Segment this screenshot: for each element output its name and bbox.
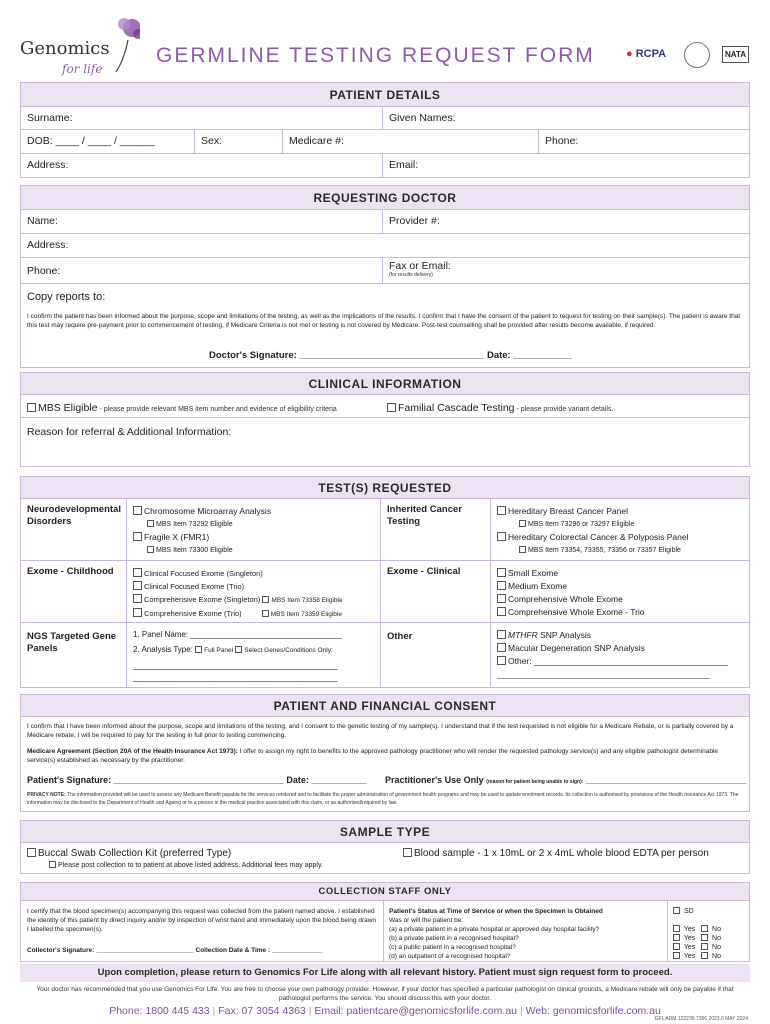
cwe-trio-option[interactable] — [497, 606, 745, 619]
mthfr-option[interactable] — [497, 629, 745, 642]
colorectal-cancer-label: Hereditary Colorectal Cancer & Polyposis Panel — [508, 532, 689, 542]
breast-cancer-checkbox[interactable] — [497, 506, 506, 515]
sd-label: SD — [683, 908, 694, 915]
sample-type-section — [20, 820, 750, 874]
colorectal-cancer-checkbox[interactable] — [497, 532, 506, 541]
other-label: Other — [381, 623, 491, 687]
chromosome-microarray-label: Chromosome Microarray Analysis — [144, 506, 272, 516]
return-note-bar: Upon completion, please return to Genomics For Life along with all relevant history. Patient must sign request form to proceed. — [20, 964, 750, 982]
medicare-agreement — [27, 747, 745, 765]
practitioner-use-label: Practitioner's Use Only — [385, 775, 484, 785]
patient-status-question: Was or will the patient be: — [389, 917, 464, 924]
chromosome-microarray-option[interactable] — [133, 505, 374, 518]
medium-exome-option[interactable] — [497, 580, 745, 593]
practitioner-use-field[interactable] — [385, 775, 746, 785]
rcpa-logo: ● RCPA — [626, 48, 667, 60]
no-d-checkbox[interactable] — [701, 952, 708, 959]
ce-singleton-option[interactable] — [133, 593, 374, 607]
doctor-name-field[interactable]: Name: — [21, 210, 383, 233]
no-b-label: No — [712, 935, 721, 942]
yes-c-label: Yes — [683, 944, 696, 951]
exome-clinical-label: Exome - Clinical — [381, 561, 491, 622]
ce-trio-option[interactable] — [133, 607, 374, 621]
mbs-73296-option[interactable] — [497, 518, 745, 531]
other-test-option[interactable] — [497, 655, 745, 668]
buccal-swab-option[interactable] — [27, 848, 231, 859]
cfe-trio-checkbox[interactable] — [133, 581, 142, 590]
ce-trio-checkbox[interactable] — [133, 608, 142, 617]
fragile-x-label: Fragile X (FMR1) — [144, 532, 210, 542]
yes-a-label: Yes — [683, 926, 696, 933]
contact-bar: Phone: 1800 445 433 | Fax: 07 3054 4363 | Email: patientcare@genomicsforlife.com.au | Web: genomicsforlife.com.au — [109, 1005, 661, 1017]
surname-field[interactable]: Surname: — [21, 107, 383, 129]
mbs-73359-option[interactable] — [262, 611, 342, 618]
yes-b-label: Yes — [683, 935, 696, 942]
select-genes-option[interactable] — [235, 647, 333, 654]
cwe-checkbox[interactable] — [497, 594, 506, 603]
mthfr-rest-label: SNP Analysis — [537, 630, 591, 640]
fax-email-field[interactable] — [383, 258, 751, 283]
doctor-signature-line[interactable]: Doctor's Signature: ___________________________________ Date: ___________ — [209, 350, 572, 361]
cwe-trio-label: Comprehensive Whole Exome - Trio — [508, 607, 645, 617]
colorectal-cancer-option[interactable] — [497, 531, 745, 544]
analysis-type-label: 2. Analysis Type: — [133, 645, 193, 654]
mthfr-checkbox[interactable] — [497, 630, 506, 639]
select-genes-checkbox[interactable] — [235, 646, 242, 653]
no-a-checkbox[interactable] — [701, 925, 708, 932]
yes-c-checkbox[interactable] — [673, 943, 680, 950]
ce-singleton-checkbox[interactable] — [133, 594, 142, 603]
medicare-field[interactable]: Medicare #: — [283, 130, 539, 153]
mbs-73300-label: MBS Item 73300 Eligible — [156, 547, 233, 554]
patient-details-heading: PATIENT DETAILS — [21, 83, 749, 107]
cwe-label: Comprehensive Whole Exome — [508, 594, 623, 604]
mbs-73359-checkbox[interactable] — [262, 610, 269, 617]
accreditation-logos — [626, 40, 752, 72]
cfe-singleton-label: Clinical Focused Exome (Singleton) — [144, 569, 263, 578]
privacy-note — [27, 792, 745, 807]
other-test-checkbox[interactable] — [497, 656, 506, 665]
ce-singleton-label: Comprehensive Exome (Singleton) — [144, 595, 261, 604]
doctor-phone-field[interactable]: Phone: — [21, 258, 383, 283]
mbs-eligible-label: MBS Eligible — [38, 402, 98, 414]
clinical-information-section — [20, 372, 750, 467]
privacy-note-text: The information provided will be used to assess any Medicare Benefit payable for the services rendered and to facilitate the proper administration of government health programs and may be used to update enrolment records. Its collection is authorised by provisions of the Health Insurance Act 1973. The information may be disclosed to the Department of Health and Ageing or to a person in the medical practice associated with this claim, or as authorised/required by law. — [27, 792, 739, 806]
fax-email-note: (for results delivery) — [389, 272, 433, 278]
cfe-trio-option[interactable] — [133, 580, 374, 593]
logo-word: Genomics — [20, 38, 110, 59]
blood-sample-option[interactable] — [403, 848, 709, 859]
mbs-73292-option[interactable] — [133, 518, 374, 531]
mbs-73292-label: MBS Item 73292 Eligible — [156, 521, 233, 528]
doctor-consent-text: I confirm the patient has been informed about the purpose, scope and limitations of the testing, as well as the implications of the results. I confirm that I have the consent of the patient to request for testing on their sample(s). The patient is aware that this test may require pre-payment prior to commencement of testing, if Medicare Criteria is not met or testing is not covered by Medicare. Post-test counselling shall be provided after results become available, if required. — [27, 313, 741, 329]
blood-sample-label: Blood sample - 1 x 10mL or 2 x 4mL whole blood EDTA per person — [414, 848, 709, 859]
copy-reports-field[interactable]: Copy reports to: — [27, 291, 106, 303]
no-d-option[interactable] — [701, 953, 721, 960]
practitioner-note: (reason for patient being unable to sign): — [486, 779, 584, 785]
no-b-checkbox[interactable] — [701, 934, 708, 941]
yes-d-option[interactable] — [673, 953, 695, 960]
ce-trio-label: Comprehensive Exome (Trio) — [144, 609, 242, 618]
yes-a-option[interactable] — [673, 926, 695, 933]
yes-b-option[interactable] — [673, 935, 695, 942]
medicare-agreement-text: I offer to assign my right to benefits to the approved pathology practitioner who will render the requested pathology service(s) and any eligible pathologist determinable service(s) established as necessary by the practitioner. — [27, 748, 719, 764]
mthfr-label: MTHFR — [508, 630, 538, 640]
practitioner-line[interactable]: ________________________________ — [585, 775, 747, 785]
panel-name-field[interactable]: 1. Panel Name: __________________________________ — [133, 630, 342, 639]
familial-cascade-note: - please provide variant details. — [514, 406, 614, 413]
cfe-trio-label: Clinical Focused Exome (Trio) — [144, 582, 245, 591]
collection-staff-section — [20, 882, 750, 962]
dob-field[interactable]: DOB: ____ / ____ / ______ — [21, 130, 195, 153]
patient-signature-line[interactable]: Patient's Signature: __________________________________ Date: ___________ — [27, 775, 367, 785]
familial-cascade-option[interactable] — [387, 402, 613, 414]
mbs-73358-option[interactable] — [262, 597, 342, 604]
fragile-x-checkbox[interactable] — [133, 532, 142, 541]
full-panel-option[interactable] — [195, 647, 233, 654]
status-option-a: (a) a private patient in a private hospital or approved day hospital facility? — [389, 926, 600, 933]
form-title: GERMLINE TESTING REQUEST FORM — [156, 44, 595, 67]
cwe-trio-checkbox[interactable] — [497, 607, 506, 616]
collection-certify-text: I certify that the blood specimen(s) accompanying this request was collected from the patient named above. I established the identity of this patient by direct inquiry and/or by inspection of wrist band and immediately upon the blood being drawn I labelled the specimen(s). — [27, 908, 377, 933]
requesting-doctor-section — [20, 185, 750, 368]
no-c-checkbox[interactable] — [701, 943, 708, 950]
breast-cancer-option[interactable] — [497, 505, 745, 518]
mbs-73296-checkbox[interactable] — [519, 520, 526, 527]
provider-number-field[interactable]: Provider #: — [389, 215, 440, 227]
fragile-x-option[interactable] — [133, 531, 374, 544]
macular-option[interactable] — [497, 642, 745, 655]
patient-phone-field[interactable]: Phone: — [545, 135, 579, 147]
other-test-line[interactable]: ___________________________________________________ — [497, 670, 710, 679]
analysis-type-row — [133, 642, 374, 658]
sample-type-heading: SAMPLE TYPE — [21, 821, 749, 843]
other-test-field[interactable]: Other: _________________________________________ — [508, 656, 728, 666]
consent-section — [20, 694, 750, 812]
familial-cascade-label: Familial Cascade Testing — [398, 402, 515, 414]
mbs-73354-label: MBS Item 73354, 73355, 73356 or 73357 Eligible — [528, 547, 681, 554]
logo — [20, 12, 140, 80]
inherited-cancer-label: Inherited Cancer Testing — [381, 499, 491, 560]
medium-exome-checkbox[interactable] — [497, 581, 506, 590]
small-exome-checkbox[interactable] — [497, 568, 506, 577]
patient-email-field[interactable]: Email: — [389, 159, 419, 171]
mbs-73292-checkbox[interactable] — [147, 520, 154, 527]
breast-cancer-label: Hereditary Breast Cancer Panel — [508, 506, 629, 516]
cfe-singleton-checkbox[interactable] — [133, 568, 142, 577]
ngs-panels-label: NGS Targeted Gene Panels — [21, 623, 127, 687]
collection-staff-heading: COLLECTION STAFF ONLY — [21, 883, 749, 901]
select-genes-label: Select Genes/Conditions Only: — [244, 647, 333, 654]
cfe-singleton-option[interactable] — [133, 567, 374, 580]
consent-heading: PATIENT AND FINANCIAL CONSENT — [21, 695, 749, 717]
cwe-option[interactable] — [497, 593, 745, 606]
mbs-73300-option[interactable] — [133, 544, 374, 557]
medicare-agreement-title: Medicare Agreement (Section 20A of the Health Insurance Act 1973): — [27, 748, 238, 755]
sd-option[interactable] — [673, 907, 749, 916]
buccal-swab-checkbox[interactable] — [27, 848, 36, 857]
privacy-note-title: PRIVACY NOTE: — [27, 792, 66, 798]
web-link[interactable]: Web: genomicsforlife.com.au — [525, 1005, 661, 1017]
buccal-swab-label: Buccal Swab Collection Kit (preferred Type) — [38, 848, 232, 859]
mbs-73359-label: MBS Item 73359 Eligible — [270, 611, 342, 618]
status-option-c: (c) a public patient in a recognised hospital? — [389, 944, 516, 951]
full-panel-label: Full Panel — [204, 647, 234, 654]
yes-b-checkbox[interactable] — [673, 934, 680, 941]
mbs-eligible-checkbox[interactable] — [27, 403, 36, 412]
mbs-73296-label: MBS Item 73296 or 73297 Eligible — [528, 521, 635, 528]
consent-text: I confirm that I have been informed about the purpose, scope and limitations of the testing, and I consent to the genetic testing of my sample(s). I understand that if the test requested is not eligible for a Medicare Rebate, or is partially covered by a Medicare rebate, I will be required to pay for the testing in full prior to testing commencing. — [27, 723, 734, 739]
yes-a-checkbox[interactable] — [673, 925, 680, 932]
yes-d-label: Yes — [683, 953, 696, 960]
no-b-option[interactable] — [701, 935, 721, 942]
mbs-73354-checkbox[interactable] — [519, 546, 526, 553]
sd-checkbox[interactable] — [673, 907, 680, 914]
blood-sample-checkbox[interactable] — [403, 848, 412, 857]
no-c-option[interactable] — [701, 944, 721, 951]
yes-c-option[interactable] — [673, 944, 695, 951]
reason-for-referral-field[interactable]: Reason for referral & Additional Information: — [27, 426, 232, 438]
collector-signature-line[interactable]: Collector's Signature: ___________________________ Collection Date & Time : ______________ — [27, 947, 323, 954]
mbs-73358-checkbox[interactable] — [262, 596, 269, 603]
mbs-eligible-option[interactable] — [27, 402, 337, 414]
full-panel-checkbox[interactable] — [195, 646, 202, 653]
no-a-label: No — [712, 926, 721, 933]
post-collection-checkbox[interactable] — [49, 861, 56, 868]
macular-checkbox[interactable] — [497, 643, 506, 652]
given-names-field[interactable]: Given Names: — [389, 112, 456, 124]
requesting-doctor-heading: REQUESTING DOCTOR — [21, 186, 749, 210]
familial-cascade-checkbox[interactable] — [387, 403, 396, 412]
small-exome-label: Small Exome — [508, 568, 559, 578]
fax-contact[interactable]: Fax: 07 3054 4363 — [218, 1005, 306, 1017]
nata-logo: NATA — [722, 46, 749, 63]
seal-icon — [684, 42, 710, 68]
pathology-disclaimer: Your doctor has recommended that you use Genomics For Life. You are free to choose your own pathology provider. However, if your doctor has specified a particular pathologist on clinical grounds, a Medicare rebate will only be payable if that pathologist performs the service. You should discuss this with your doctor. — [36, 986, 734, 1002]
doctor-address-field[interactable]: Address: — [27, 239, 69, 251]
genes-line-2[interactable]: ______________________________________________ — [133, 673, 338, 682]
macular-label: Macular Degeneration SNP Analysis — [508, 643, 645, 653]
exome-childhood-label: Exome - Childhood — [21, 561, 127, 622]
medium-exome-label: Medium Exome — [508, 581, 568, 591]
no-a-option[interactable] — [701, 926, 721, 933]
fax-email-label: Fax or Email: — [389, 260, 451, 272]
mbs-eligible-note: - please provide relevant MBS item number and evidence of eligibility criteria — [97, 406, 337, 413]
logo-script: for life — [62, 62, 103, 76]
clinical-information-heading: CLINICAL INFORMATION — [21, 373, 749, 395]
patient-status-title: Patient's Status at Time of Service or when the Specimen is Obtained — [389, 908, 603, 915]
status-option-d: (d) an outpatient of a recognised hospital? — [389, 953, 511, 960]
form-code: GFL ADM 122230 7366 2023.0 MAY 2024 — [654, 1016, 748, 1022]
no-c-label: No — [712, 944, 721, 951]
genes-line-1[interactable]: ______________________________________________ — [133, 661, 338, 670]
tests-requested-heading: TEST(S) REQUESTED — [21, 477, 749, 499]
sex-field[interactable]: Sex: — [195, 130, 283, 153]
chromosome-microarray-checkbox[interactable] — [133, 506, 142, 515]
small-exome-option[interactable] — [497, 567, 745, 580]
tests-requested-section — [20, 476, 750, 688]
status-option-b: (b) a private patient in a recognised hospital? — [389, 935, 519, 942]
mbs-73358-label: MBS Item 73358 Eligible — [271, 597, 343, 604]
phone-contact[interactable]: Phone: 1800 445 433 — [109, 1005, 210, 1017]
email-link[interactable]: Email: patientcare@genomicsforlife.com.au — [314, 1005, 518, 1017]
neurodevelopmental-label: Neurodevelopmental Disorders — [21, 499, 127, 560]
patient-address-field[interactable]: Address: — [21, 154, 383, 178]
yes-d-checkbox[interactable] — [673, 952, 680, 959]
patient-details-section — [20, 82, 750, 178]
mbs-73300-checkbox[interactable] — [147, 546, 154, 553]
no-d-label: No — [712, 953, 721, 960]
mbs-73354-option[interactable] — [497, 544, 745, 557]
post-collection-option[interactable] — [49, 861, 323, 869]
post-collection-label: Please post collection to to patient at above listed address. Additional fees may apply. — [58, 862, 323, 869]
